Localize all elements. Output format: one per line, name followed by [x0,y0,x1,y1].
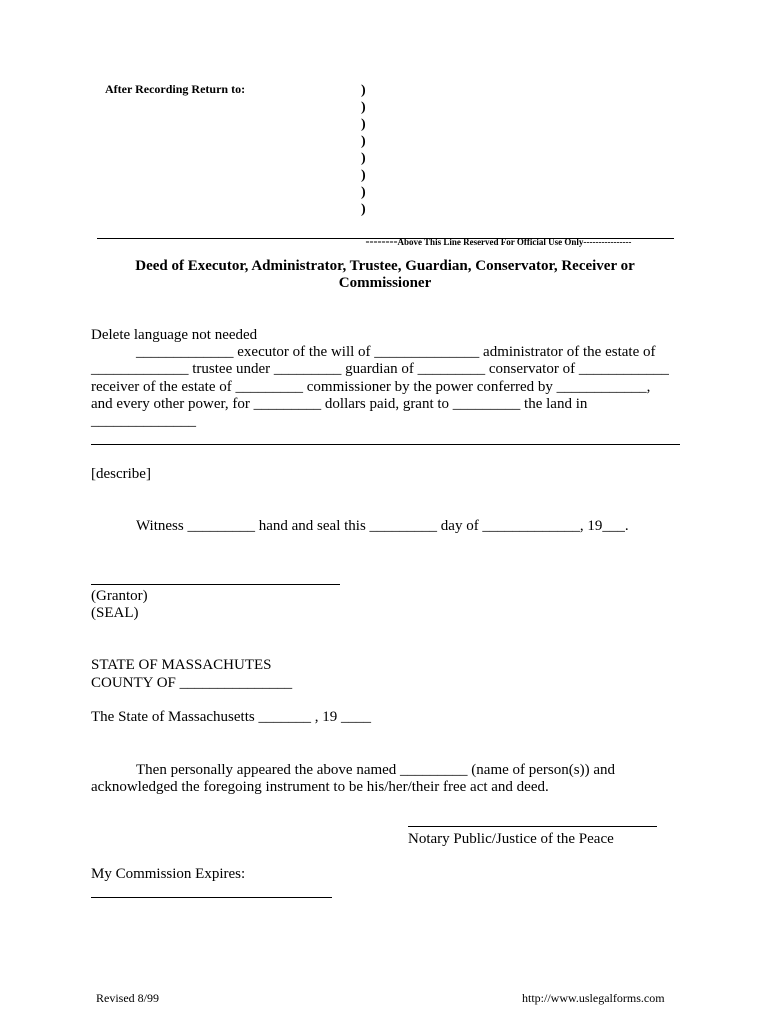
paren: ) [361,117,366,132]
appeared-line-2: acknowledged the foregoing instrument to be his/her/their free act and deed. [91,779,549,795]
describe-placeholder: [describe] [91,466,151,482]
paren: ) [361,168,366,183]
notary-signature-line [408,826,657,827]
document-title [90,258,680,292]
paren: ) [361,83,366,98]
body-line-5: ______________ [91,413,196,429]
delete-note: Delete language not needed [91,327,258,343]
paren: ) [361,185,366,200]
notary-label: Notary Public/Justice of the Peace [408,831,614,847]
revised-date: Revised 8/99 [96,991,159,1005]
official-dashes: -------- [365,234,398,248]
state-label: STATE OF MASSACHUTES [91,657,272,673]
body-rule [91,444,680,445]
state-date-line: The State of Massachusetts _______ , 19 ____ [91,709,371,725]
official-use-line [361,224,631,249]
body-line-4: and every other power, for _________ dollars paid, grant to _________ the land in [91,396,588,412]
title-line-2: Commissioner [338,275,432,291]
appeared-line-1: Then personally appeared the above named _________ (name of person(s)) and [136,762,615,778]
paren-column [361,82,366,218]
paren: ) [361,134,366,149]
county-label: COUNTY OF _______________ [91,675,293,691]
grantor-signature-line [91,584,340,585]
seal-label: (SEAL) [91,605,139,621]
grantor-label: (Grantor) [91,588,148,604]
return-to-label: After Recording Return to: [105,82,246,96]
source-url: http://www.uslegalforms.com [522,991,665,1005]
commission-label: My Commission Expires: [91,866,246,882]
witness-line: Witness _________ hand and seal this _________ day of _____________, 19___. [136,518,629,534]
body-line-2: _____________ trustee under _________ guardian of _________ conservator of ____________ [91,361,669,377]
recording-divider [97,238,674,239]
body-line-1: _____________ executor of the will of ______________ administrator of the estate of [136,344,656,360]
body-line-3: receiver of the estate of _________ commissioner by the power conferred by ____________, [91,379,651,395]
title-line-1: Deed of Executor, Administrator, Trustee, Guardian, Conservator, Receiver or [135,258,635,274]
official-use-text: Above This Line Reserved For Official Use Only---------------- [397,237,632,247]
commission-line [91,897,332,898]
paren: ) [361,151,366,166]
paren: ) [361,100,366,115]
paren: ) [361,202,366,217]
